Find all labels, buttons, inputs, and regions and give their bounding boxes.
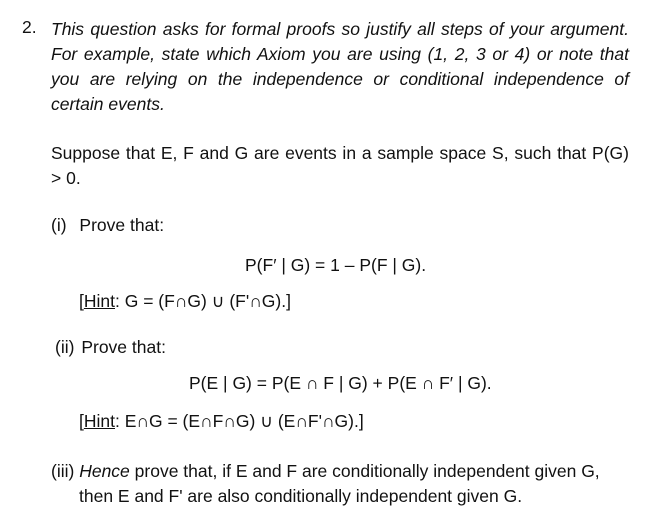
part-i-hint bbox=[79, 291, 291, 312]
part-iii-line1-rest: prove that, if E and F are conditionally independent given G, bbox=[129, 461, 600, 481]
part-ii-hint-text: : E∩G = (E∩F∩G) ∪ (E∩F'∩G).] bbox=[115, 411, 364, 431]
part-iii-label: (iii) bbox=[51, 461, 75, 481]
part-iii-block bbox=[51, 459, 631, 509]
part-ii-heading bbox=[55, 337, 166, 358]
part-iii-line-1 bbox=[51, 459, 631, 484]
part-i-heading bbox=[51, 215, 164, 236]
part-i-formula: P(F′ | G) = 1 – P(F | G). bbox=[245, 255, 427, 275]
part-ii-instruction: Prove that: bbox=[81, 337, 166, 357]
part-ii-hint-word: Hint bbox=[83, 411, 115, 431]
question-supposition: Suppose that E, F and G are events in a sample space S, such that P(G) > 0. bbox=[51, 143, 629, 188]
question-intro: This question asks for formal proofs so justify all steps of your argument. For example, state which Axiom you are using (1, 2, 3 or 4) or note that you are relying on the independence or conditional independence of certain events. bbox=[51, 19, 629, 114]
part-iii-line-2: then E and F' are also conditionally independent given G. bbox=[79, 486, 523, 506]
part-i-label: (i) bbox=[51, 215, 67, 235]
part-i-hint-open: [ bbox=[79, 291, 84, 311]
part-i-instruction: Prove that: bbox=[79, 215, 165, 235]
part-iii-hence: Hence bbox=[79, 461, 130, 481]
part-ii-label: (ii) bbox=[55, 337, 75, 357]
part-ii-hint-open: [ bbox=[79, 411, 84, 431]
part-i-hint-text: : G = (F∩G) ∪ (F'∩G).] bbox=[115, 291, 291, 311]
question-number: 2. bbox=[22, 17, 37, 37]
part-ii-hint bbox=[79, 411, 364, 432]
part-ii-formula: P(E | G) = P(E ∩ F | G) + P(E ∩ F′ | G). bbox=[189, 373, 492, 393]
part-i-hint-word: Hint bbox=[83, 291, 115, 311]
